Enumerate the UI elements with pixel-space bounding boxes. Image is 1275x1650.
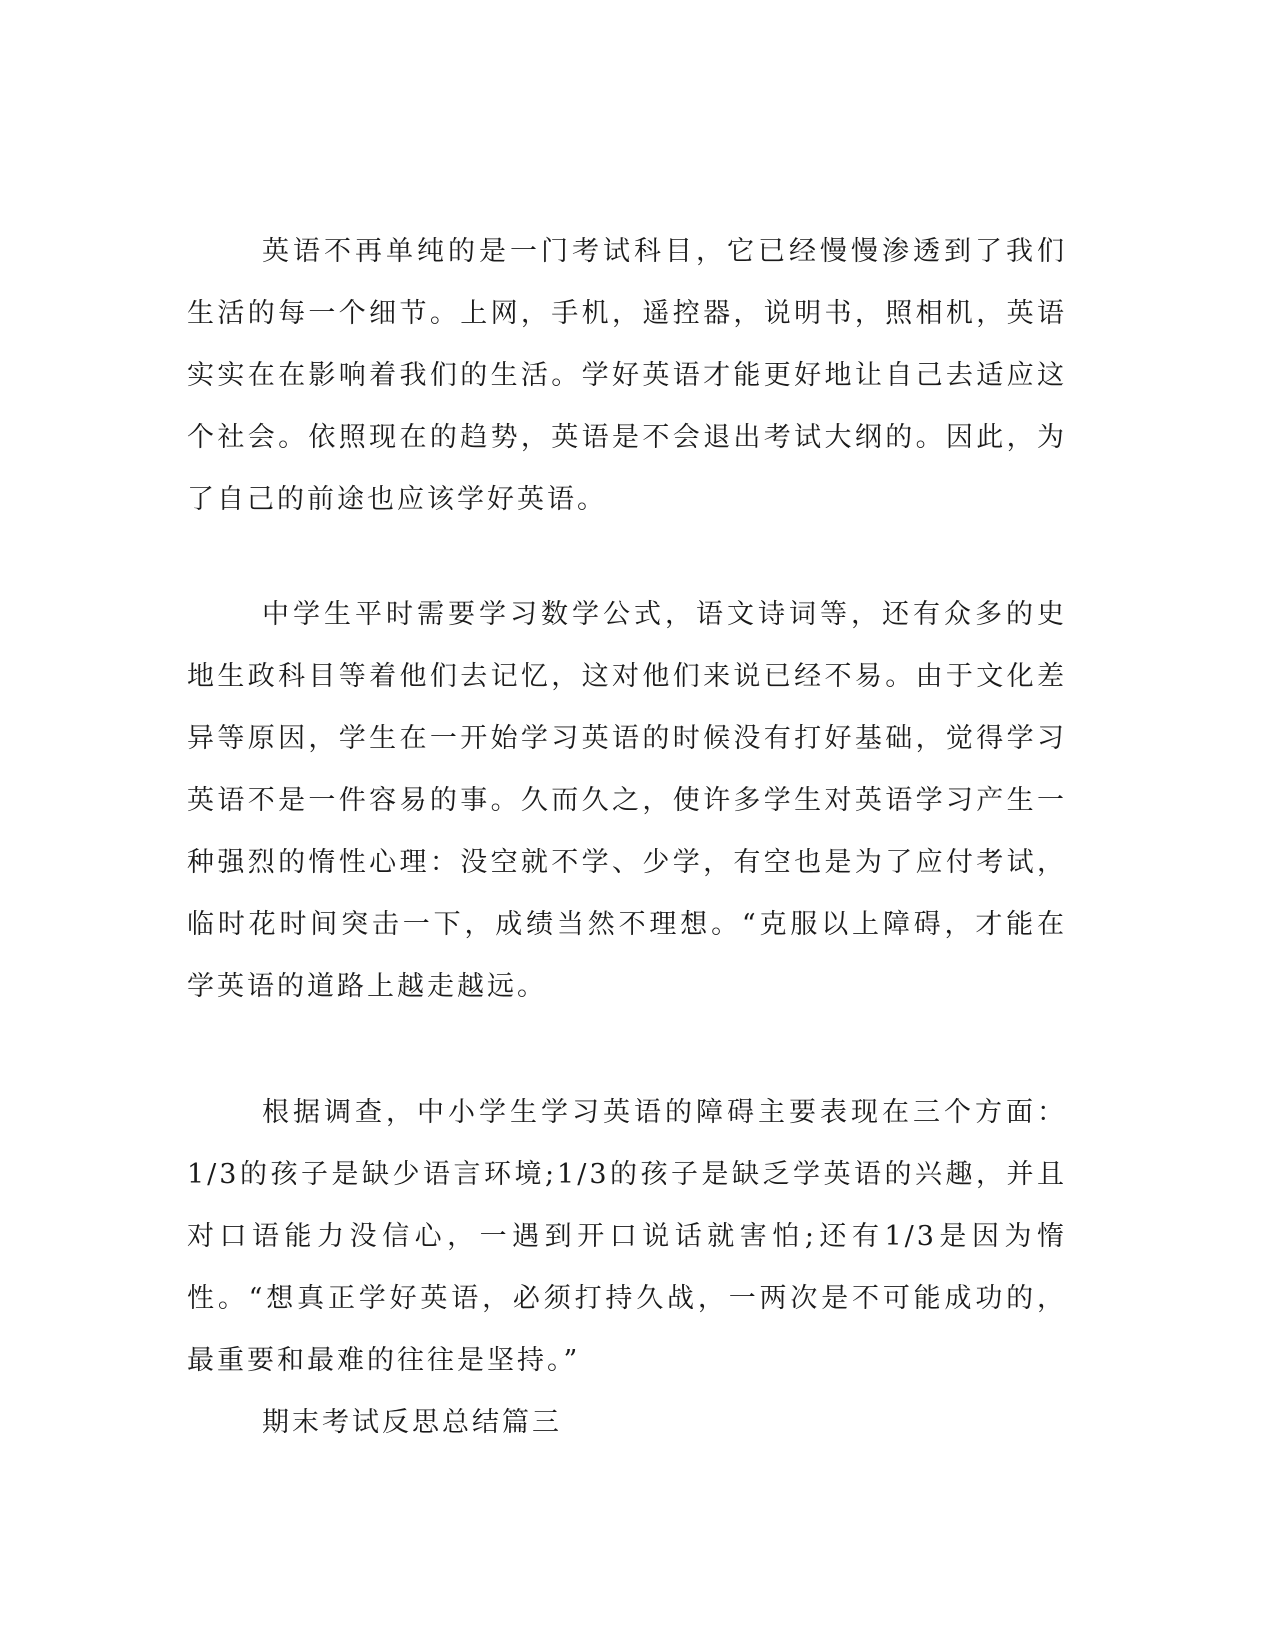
paragraph-survey-results: 根据调查，中小学生学习英语的障碍主要表现在三个方面：1/3的孩子是缺少语言环境;1/3的孩子是缺乏学英语的兴趣，并且对口语能力没信心，一遇到开口说话就害怕;还有1/3是因为惰性。“想真正学好英语，必须打持久战，一两次是不可能成功的，最重要和最难的往往是坚持。” [187,1097,1067,1376]
section-heading: 期末考试反思总结篇三 [262,1407,562,1438]
paragraph-study-obstacles: 中学生平时需要学习数学公式，语文诗词等，还有众多的史地生政科目等着他们去记忆，这对他们来说已经不易。由于文化差异等原因，学生在一开始学习英语的时候没有打好基础，觉得学习英语不是一件容易的事。久而久之，使许多学生对英语学习产生一种强烈的惰性心理：没空就不学、少学，有空也是为了应付考试，临时花时间突击一下，成绩当然不理想。“克服以上障碍，才能在学英语的道路上越走越远。 [187,599,1067,1002]
paragraph-english-importance: 英语不再单纯的是一门考试科目，它已经慢慢渗透到了我们生活的每一个细节。上网，手机，遥控器，说明书，照相机，英语实实在在影响着我们的生活。学好英语才能更好地让自己去适应这个社会。依照现在的趋势，英语是不会退出考试大纲的。因此，为了自己的前途也应该学好英语。 [187,236,1067,515]
